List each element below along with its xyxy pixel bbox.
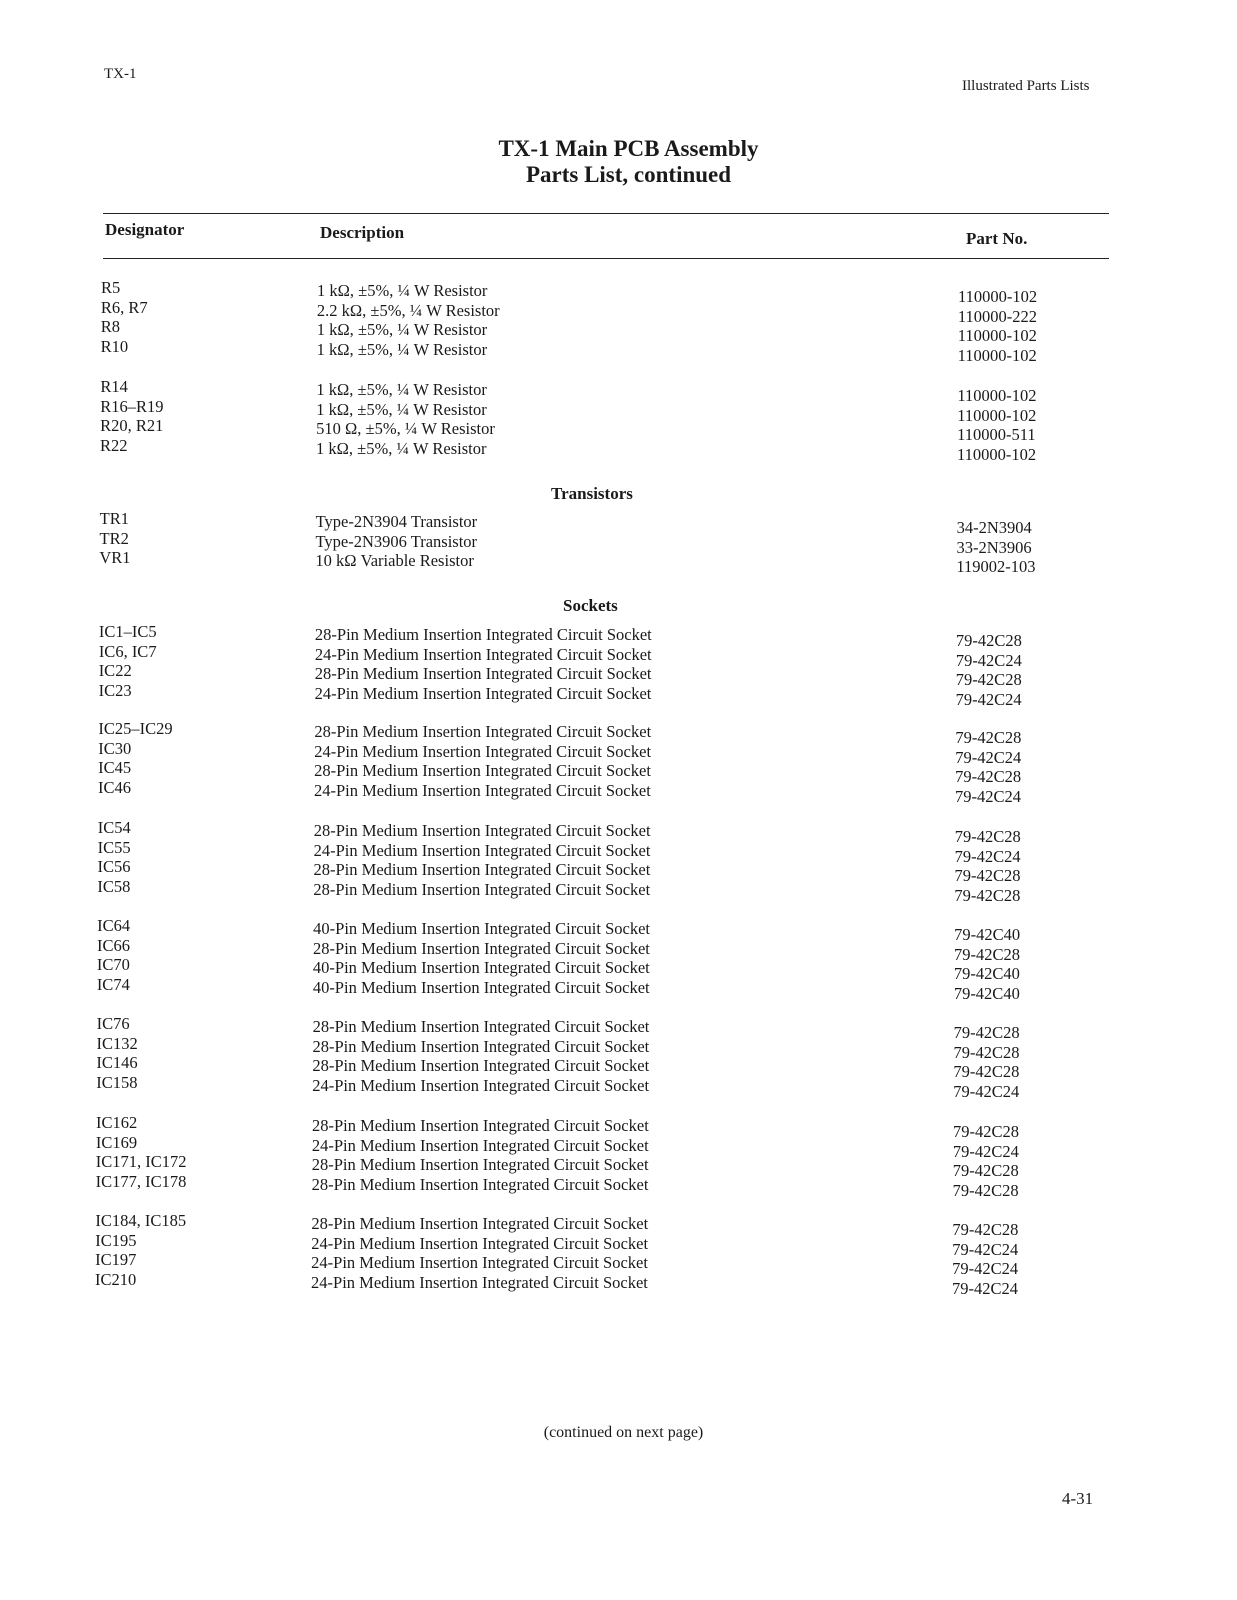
part-number-cell: 79-42C28 [955,728,1022,747]
description-cell: 28-Pin Medium Insertion Integrated Circuit Socket [313,938,650,958]
description-cell: 28-Pin Medium Insertion Integrated Circuit Socket [313,821,651,840]
part-number-cell: 79-42C28 [952,1122,1019,1141]
designator-cell: IC197 [95,1250,137,1270]
part-number-cell: 79-42C24 [955,650,1022,670]
part-number-cell: 33-2N3906 [956,537,1032,557]
description-cell: 28-Pin Medium Insertion Integrated Circuit Socket [314,761,651,781]
designator-cell: IC70 [96,955,130,975]
title-line-2: Parts List, continued [525,162,732,187]
designator-cell: R8 [100,317,121,337]
designator-cell: IC158 [96,1073,138,1093]
designator-cell: R20, R21 [100,416,164,436]
part-number-cell: 79-42C28 [955,631,1022,650]
part-number-cell: 119002-103 [956,557,1036,577]
part-number-cell: 79-42C28 [953,1062,1020,1082]
description-cell: 28-Pin Medium Insertion Integrated Circuit Socket [311,1214,649,1233]
designator-cell: IC64 [97,916,131,935]
part-number-cell: 79-42C28 [954,866,1021,886]
designator-cell: IC76 [96,1014,130,1033]
description-cell: 28-Pin Medium Insertion Integrated Circuit Socket [313,860,651,880]
description-cell: 1 kΩ, ±5%, ¼ W Resistor [316,380,487,399]
designator-cell: IC132 [96,1033,138,1053]
part-number-cell: 79-42C28 [954,886,1021,906]
designator-cell: IC177, IC178 [95,1172,187,1192]
designator-cell: VR1 [99,548,131,568]
part-number-cell: 79-42C24 [954,787,1021,807]
description-cell: 24-Pin Medium Insertion Integrated Circuit Socket [313,840,651,860]
part-number-cell: 79-42C28 [953,1023,1020,1042]
part-number-cell: 110000-102 [957,445,1037,465]
part-number-cell: 110000-222 [957,306,1038,326]
description-cell: 28-Pin Medium Insertion Integrated Circuit Socket [314,625,652,644]
part-number-cell: 79-42C24 [954,846,1021,866]
running-header-left: TX-1 [104,66,137,82]
part-number-cell: 110000-102 [957,346,1037,366]
part-number-cell: 79-42C28 [953,1042,1020,1062]
description-cell: 40-Pin Medium Insertion Integrated Circuit Socket [312,958,650,978]
designator-cell: IC55 [97,837,131,857]
description-cell: 24-Pin Medium Insertion Integrated Circuit Socket [311,1233,649,1253]
description-cell: 24-Pin Medium Insertion Integrated Circuit Socket [311,1135,649,1155]
description-cell: 28-Pin Medium Insertion Integrated Circuit Socket [312,1017,650,1036]
description-cell: 24-Pin Medium Insertion Integrated Circuit Socket [313,781,651,801]
title-line-1: TX-1 Main PCB Assembly [498,136,759,161]
part-number-cell: 79-42C24 [952,1239,1019,1259]
part-number-cell: 79-42C24 [952,1279,1019,1299]
designator-cell: TR2 [99,528,129,548]
description-cell: 40-Pin Medium Insertion Integrated Circuit Socket [312,978,650,998]
part-number-cell: 110000-102 [957,326,1037,346]
part-number-cell: 79-42C24 [955,690,1022,710]
designator-cell: IC22 [98,661,132,681]
designator-cell: IC74 [96,975,130,995]
designator-cell: R16–R19 [100,396,164,416]
part-number-cell: 79-42C24 [955,747,1022,767]
designator-cell: IC210 [95,1270,137,1290]
designator-cell: IC171, IC172 [95,1152,187,1172]
part-number-cell: 79-42C28 [952,1161,1019,1181]
description-cell: 28-Pin Medium Insertion Integrated Circuit Socket [314,722,652,741]
continued-note: (continued on next page) [543,1424,704,1441]
section-title-transistors: Transistors [551,484,633,503]
section-title-sockets: Sockets [563,596,618,615]
page-number: 4-31 [1062,1489,1094,1508]
part-number-cell: 79-42C40 [953,984,1020,1004]
description-cell: 2.2 kΩ, ±5%, ¼ W Resistor [316,300,500,320]
description-cell: 24-Pin Medium Insertion Integrated Circuit Socket [314,644,652,664]
designator-cell: IC195 [95,1230,137,1250]
description-cell: 28-Pin Medium Insertion Integrated Circuit Socket [311,1155,649,1175]
part-number-cell: 79-42C24 [952,1259,1019,1279]
description-cell: 28-Pin Medium Insertion Integrated Circuit Socket [312,1056,650,1076]
description-cell: 24-Pin Medium Insertion Integrated Circuit Socket [314,741,652,761]
description-cell: 1 kΩ, ±5%, ¼ W Resistor [316,439,487,459]
description-cell: 40-Pin Medium Insertion Integrated Circuit Socket [313,919,650,938]
designator-cell: IC146 [96,1053,138,1073]
part-number-cell: 110000-102 [957,405,1037,425]
description-cell: 1 kΩ, ±5%, ¼ W Resistor [316,399,487,419]
designator-cell: IC30 [98,738,132,758]
part-number-cell: 79-42C28 [952,1220,1019,1239]
part-number-cell: 79-42C24 [952,1141,1019,1161]
designator-cell: IC6, IC7 [98,641,157,661]
designator-cell: IC46 [97,778,131,798]
part-number-cell: 79-42C28 [955,767,1022,787]
description-cell: 28-Pin Medium Insertion Integrated Circuit Socket [312,1036,650,1056]
description-cell: 1 kΩ, ±5%, ¼ W Resistor [316,320,488,340]
part-number-cell: 79-42C40 [954,925,1021,944]
designator-cell: IC23 [98,681,132,701]
description-cell: 24-Pin Medium Insertion Integrated Circuit Socket [314,684,652,704]
description-cell: 24-Pin Medium Insertion Integrated Circuit Socket [311,1253,648,1273]
designator-cell: R14 [100,377,128,396]
description-cell: 1 kΩ, ±5%, ¼ W Resistor [317,281,488,300]
column-header-part-no: Part No. [966,229,1028,248]
designator-cell: IC1–IC5 [98,622,157,641]
description-cell: 28-Pin Medium Insertion Integrated Circuit Socket [314,664,652,684]
part-number-cell: 79-42C28 [954,944,1021,964]
description-cell: 10 kΩ Variable Resistor [315,551,474,571]
designator-cell: IC56 [97,857,131,877]
description-cell: 510 Ω, ±5%, ¼ W Resistor [316,419,495,439]
designator-cell: IC58 [97,877,131,897]
part-number-cell: 34-2N3904 [956,518,1032,537]
column-header-description: Description [320,223,405,242]
part-number-cell: 79-42C28 [955,670,1022,690]
designator-cell: TR1 [99,509,129,528]
description-cell: Type-2N3904 Transistor [315,512,478,531]
part-number-cell: 79-42C28 [954,827,1021,846]
designator-cell: IC169 [95,1132,138,1152]
description-cell: 28-Pin Medium Insertion Integrated Circuit Socket [313,880,651,900]
description-cell: Type-2N3906 Transistor [315,531,478,551]
designator-cell: R10 [100,337,129,357]
column-header-designator: Designator [105,220,185,239]
designator-cell: IC45 [98,758,132,778]
part-number-cell: 79-42C24 [953,1082,1020,1102]
part-number-cell: 110000-511 [957,425,1036,445]
part-number-cell: 79-42C40 [953,964,1020,984]
description-cell: 24-Pin Medium Insertion Integrated Circuit Socket [312,1076,650,1096]
designator-cell: IC66 [97,935,131,955]
designator-cell: IC184, IC185 [95,1211,187,1230]
part-number-cell: 110000-102 [957,386,1037,405]
designator-cell: IC25–IC29 [98,719,173,738]
designator-cell: R22 [100,436,128,456]
designator-cell: R6, R7 [100,297,148,317]
description-cell: 1 kΩ, ±5%, ¼ W Resistor [316,340,488,360]
description-cell: 28-Pin Medium Insertion Integrated Circuit Socket [311,1116,649,1135]
designator-cell: R5 [101,278,121,297]
part-number-cell: 79-42C28 [952,1181,1019,1201]
part-number-cell: 110000-102 [958,287,1038,306]
description-cell: 24-Pin Medium Insertion Integrated Circuit Socket [311,1273,648,1293]
running-header-right: Illustrated Parts Lists [962,78,1090,94]
description-cell: 28-Pin Medium Insertion Integrated Circuit Socket [311,1175,649,1195]
designator-cell: IC54 [97,818,131,837]
designator-cell: IC162 [95,1113,138,1132]
